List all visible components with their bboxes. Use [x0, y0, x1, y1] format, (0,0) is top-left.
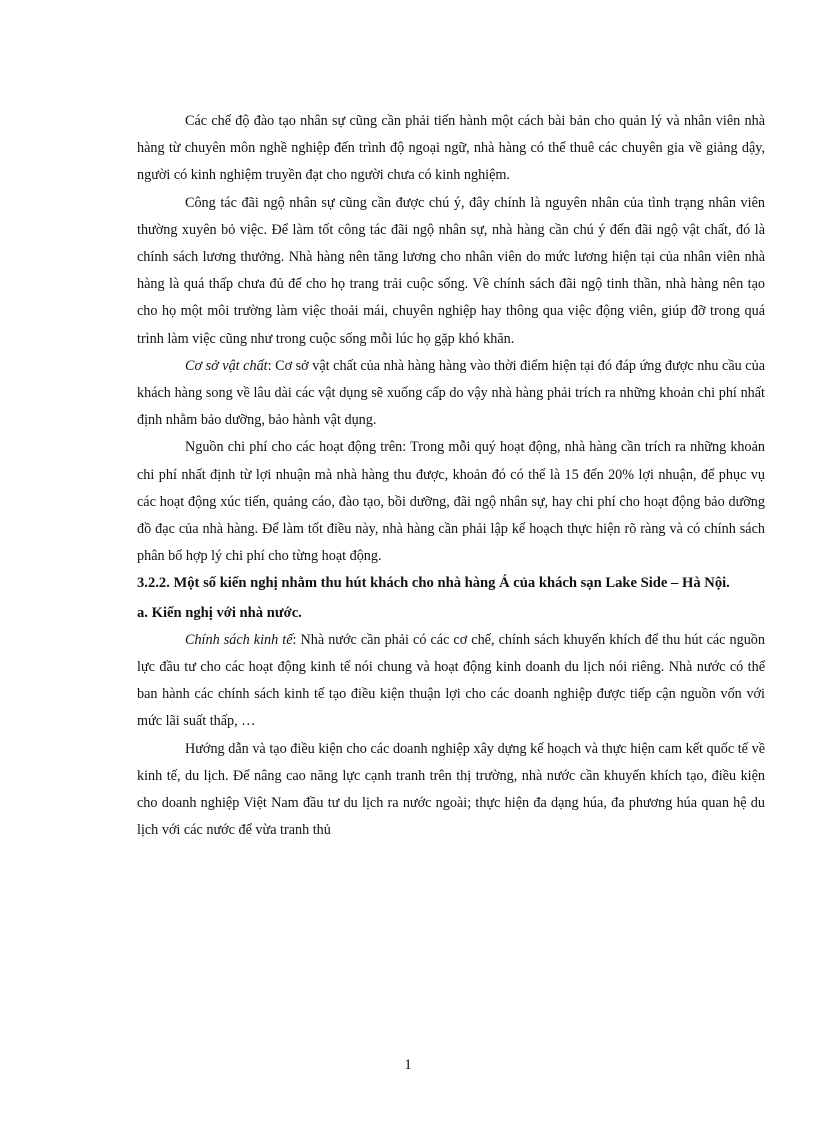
paragraph-staff-compensation: Công tác đãi ngộ nhân sự cũng cần được chú ý, đây chính là nguyên nhân của tình trạng nhân viên thường xuyên bỏ việc. Để làm tốt công tác đãi ngộ nhân sự, nhà hàng cần chú ý đến đãi ngộ vật chất, đó là chính sách lương thưởng. Nhà hàng nên tăng lương cho nhân viên do mức lương hiện tại của nhân viên nhà hàng là quá thấp chưa đủ để cho họ trang trải cuộc sống. Về chính sách đãi ngộ tinh thần, nhà hàng nên tạo cho họ một môi trường làm việc thoải mái, chuyên nghiệp hay thông qua việc động viên, giúp đỡ trong quá trình làm việc cũng như trong cuộc sống mỗi lúc họ gặp khó khăn.	[137, 194, 765, 347]
facilities-lead: Cơ sở vật chất	[185, 357, 268, 374]
paragraph-funding: Nguồn chi phí cho các hoạt động trên: Trong mỗi quý hoạt động, nhà hàng cần trích ra những khoản chi phí nhất định từ lợi nhuận mà nhà hàng thu được, khoản đó có thể là 15 đến 20% lợi nhuận, để phục vụ các hoạt động xúc tiến, quảng cáo, đào tạo, bồi dưỡng, đãi ngộ nhân sự, hay chi phí cho hoạt động bảo dưỡng đồ đạc của nhà hàng. Để làm tốt điều này, nhà hàng cần phải lập kế hoạch thực hiện rõ ràng và có chính sách phân bổ hợp lý chi phí cho từng hoạt động.	[137, 439, 765, 565]
paragraph-facilities	[137, 353, 765, 435]
economic-policy-text: : Nhà nước cần phải có các cơ chế, chính sách khuyến khích để thu hút các nguồn lực đầu tư cho các hoạt động kinh tế nói chung và hoạt động kinh doanh du lịch nói riêng. Nhà nước có thể ban hành các chính sách kinh tế tạo điều kiện thuận lợi cho các doanh nghiệp được tiếp cận nguồn vốn với mức lãi suất thấp, …	[137, 631, 765, 730]
paragraph-staff-training: Các chế độ đào tạo nhân sự cũng cần phải tiến hành một cách bài bản cho quản lý và nhân viên nhà hàng từ chuyên môn nghề nghiệp đến trình độ ngoại ngữ, nhà hàng có thể thuê các chuyên gia về giảng dậy, người có kinh nghiệm truyền đạt cho người chưa có kinh nghiệm.	[137, 113, 765, 184]
document-page	[137, 108, 765, 844]
economic-policy-lead: Chính sách kinh tế	[185, 631, 293, 648]
paragraph-economic-policy	[137, 627, 765, 736]
page-number: 1	[404, 1057, 412, 1073]
section-heading: 3.2.2. Một số kiến nghị nhằm thu hút khách cho nhà hàng Á của khách sạn Lake Side – Hà Nội.	[137, 575, 730, 592]
facilities-text: : Cơ sở vật chất của nhà hàng hàng vào thời điểm hiện tại đó đáp ứng được nhu cầu của khách hàng song về lâu dài các vật dụng sẽ xuống cấp do vậy nhà hàng phải trích ra những khoản chi phí nhất định nhằm bảo dưỡng, bảo hành vật dụng.	[137, 357, 766, 429]
paragraph-guidance: Hướng dẫn và tạo điều kiện cho các doanh nghiệp xây dựng kế hoạch và thực hiện cam kết quốc tế về kinh tế, du lịch. Để nâng cao năng lực cạnh tranh trên thị trường, nhà nước cần khuyến khích tạo, điều kiện cho doanh nghiệp Việt Nam đầu tư du lịch ra nước ngoài; thực hiện đa dạng húa, đa phương húa quan hệ du lịch với các nước để vừa tranh thủ	[137, 740, 765, 839]
subheading: a. Kiến nghị với nhà nước.	[137, 604, 302, 621]
